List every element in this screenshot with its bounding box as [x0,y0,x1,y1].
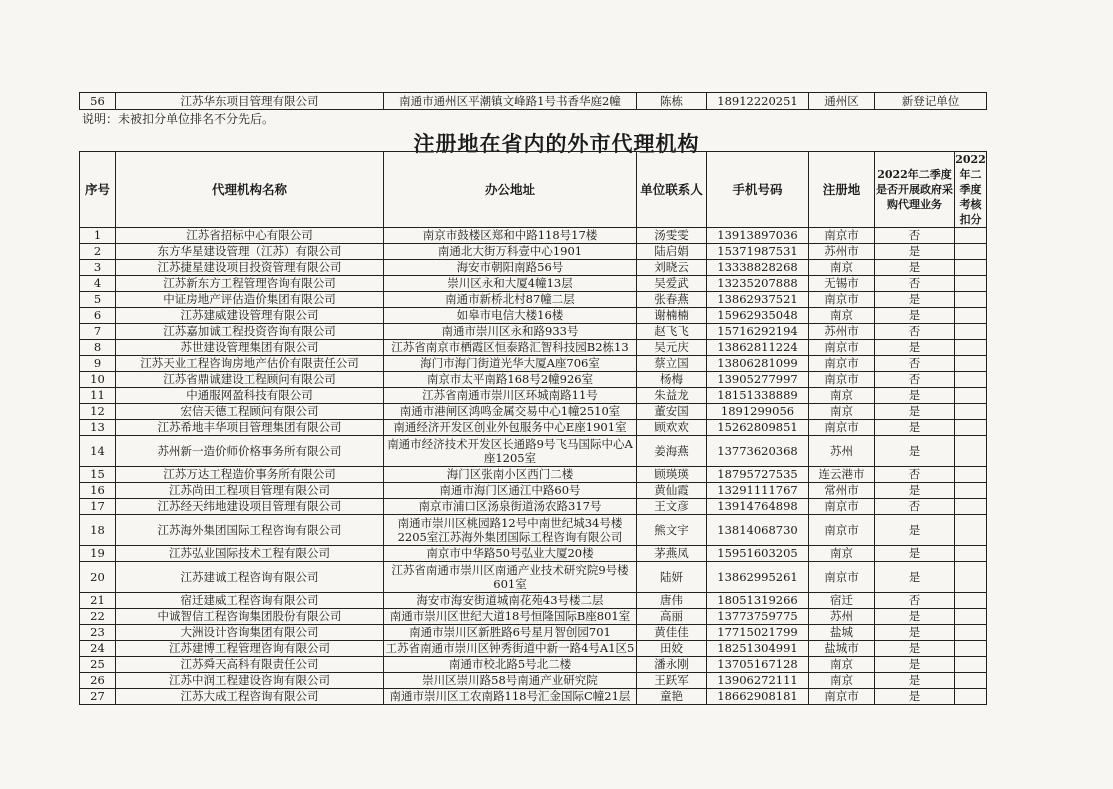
cell-region: 南京 [809,657,875,673]
cell-address: 海安市朝阳南路56号 [384,260,637,276]
table-row [80,276,987,292]
cell-no: 3 [80,260,116,276]
cell-no: 27 [80,689,116,705]
table-row [80,609,987,625]
agency-table [79,151,987,705]
cell-q2: 是 [875,546,955,562]
cell-contact: 陆妍 [637,562,707,593]
cell-contact: 张春燕 [637,292,707,308]
cell-score [955,292,987,308]
cell-name: 江苏新东方工程管理咨询有限公司 [116,276,384,292]
header-address: 办公地址 [384,152,637,228]
cell-address: 南通市港闸区鸿鸣金属交易中心1幢2510室 [384,404,637,420]
cell-phone: 13914764898 [707,499,809,515]
cell-score [955,340,987,356]
cell-q2: 是 [875,673,955,689]
cell-phone: 13905277997 [707,372,809,388]
cell-name: 东方华星建设管理（江苏）有限公司 [116,244,384,260]
cell-region: 南京市 [809,499,875,515]
cell-address: 南通市崇川区工农南路118号汇金国际C幢21层 [384,689,637,705]
cell-name: 江苏省鼎诚建设工程顾问有限公司 [116,372,384,388]
cell-phone: 13235207888 [707,276,809,292]
cell-no: 56 [80,93,116,110]
cell-no: 1 [80,228,116,244]
cell-phone: 18912220251 [707,93,809,110]
cell-q2: 是 [875,340,955,356]
cell-contact: 吴元庆 [637,340,707,356]
cell-no: 16 [80,483,116,499]
cell-q2: 是 [875,308,955,324]
cell-region: 南京市 [809,372,875,388]
cell-phone: 13906272111 [707,673,809,689]
cell-name: 大洲设计咨询集团有限公司 [116,625,384,641]
cell-score [955,515,987,546]
cell-region: 南京 [809,388,875,404]
cell-q2: 是 [875,515,955,546]
cell-address: 南京市中华路50号弘业大厦20楼 [384,546,637,562]
cell-region: 无锡市 [809,276,875,292]
cell-name: 江苏嘉加诚工程投资咨询有限公司 [116,324,384,340]
cell-score [955,372,987,388]
cell-address: 南通市崇川区桃园路12号中南世纪城34号楼2205室江苏海外集团国际工程咨询有限公司 [384,515,637,546]
cell-contact: 黄仙霞 [637,483,707,499]
cell-address: 海安市海安街道城南花苑43号楼二层 [384,593,637,609]
cell-q2: 是 [875,404,955,420]
cell-score [955,467,987,483]
cell-name: 江苏捷星建设项目投资管理有限公司 [116,260,384,276]
cell-region: 宿迁 [809,593,875,609]
cell-name: 苏世建设管理集团有限公司 [116,340,384,356]
header-phone: 手机号码 [707,152,809,228]
cell-no: 24 [80,641,116,657]
cell-q2: 否 [875,372,955,388]
cell-name: 江苏海外集团国际工程咨询有限公司 [116,515,384,546]
cell-phone: 13773620368 [707,436,809,467]
cell-q2: 是 [875,562,955,593]
cell-contact: 朱益龙 [637,388,707,404]
cell-score [955,625,987,641]
cell-region: 南京 [809,260,875,276]
cell-address: 海门区张南小区西门二楼 [384,467,637,483]
cell-q2: 是 [875,244,955,260]
cell-region: 南京市 [809,292,875,308]
cell-region: 南京 [809,308,875,324]
cell-q2: 是 [875,420,955,436]
cell-phone: 13291111767 [707,483,809,499]
cell-phone: 13705167128 [707,657,809,673]
table-row [80,625,987,641]
cell-address: 南通北大街万科壹中心1901 [384,244,637,260]
cell-contact: 熊文宇 [637,515,707,546]
cell-score [955,356,987,372]
table-row [80,340,987,356]
cell-address: 江苏省南京市栖霞区恒泰路汇智科技园B2栋13 [384,340,637,356]
table-row [80,244,987,260]
cell-q2: 否 [875,276,955,292]
cell-name: 江苏舜天高科有限责任公司 [116,657,384,673]
cell-contact: 茅燕凤 [637,546,707,562]
cell-no: 2 [80,244,116,260]
cell-name: 江苏尚田工程项目管理有限公司 [116,483,384,499]
header-region: 注册地 [809,152,875,228]
cell-contact: 汤雯雯 [637,228,707,244]
cell-address: 江苏省南通市崇川区南通产业技术研究院9号楼601室 [384,562,637,593]
page-title: 注册地在省内的外市代理机构 [413,131,700,156]
cell-q2: 是 [875,483,955,499]
cell-region: 苏州 [809,436,875,467]
cell-contact: 顾欢欢 [637,420,707,436]
cell-score [955,308,987,324]
cell-region: 南京市 [809,340,875,356]
cell-address: 南通市崇川区新胜路6号星月智创园701 [384,625,637,641]
cell-contact: 王文彦 [637,499,707,515]
table-row [80,546,987,562]
cell-score [955,641,987,657]
cell-score [955,546,987,562]
cell-no: 8 [80,340,116,356]
table-row [80,308,987,324]
table-row [80,420,987,436]
table-row [80,673,987,689]
cell-phone: 13913897036 [707,228,809,244]
cell-contact: 高丽 [637,609,707,625]
cell-phone: 18251304991 [707,641,809,657]
cell-no: 12 [80,404,116,420]
cell-q2: 是 [875,260,955,276]
cell-score [955,593,987,609]
cell-no: 17 [80,499,116,515]
cell-contact: 蔡立国 [637,356,707,372]
cell-phone: 13814068730 [707,515,809,546]
cell-score [955,420,987,436]
cell-no: 20 [80,562,116,593]
table-row [80,292,987,308]
cell-score [955,388,987,404]
cell-contact: 赵飞飞 [637,324,707,340]
cell-phone: 15962935048 [707,308,809,324]
cell-q2: 否 [875,324,955,340]
header-name: 代理机构名称 [116,152,384,228]
cell-region: 南京市 [809,420,875,436]
table-row [80,324,987,340]
cell-name: 江苏万达工程造价事务所有限公司 [116,467,384,483]
cell-contact: 董安国 [637,404,707,420]
cell-name: 江苏建博工程管理咨询有限公司 [116,641,384,657]
cell-q2: 是 [875,609,955,625]
cell-q2: 是 [875,625,955,641]
cell-phone: 13862995261 [707,562,809,593]
cell-name: 江苏大成工程咨询有限公司 [116,689,384,705]
cell-contact: 潘永刚 [637,657,707,673]
cell-name: 江苏天业工程咨询房地产估价有限责任公司 [116,356,384,372]
cell-phone: 15716292194 [707,324,809,340]
cell-q2: 否 [875,499,955,515]
cell-address: 南通市海门区通江中路60号 [384,483,637,499]
table-row [80,372,987,388]
cell-no: 13 [80,420,116,436]
cell-address: 崇川区崇川路58号南通产业研究院 [384,673,637,689]
cell-phone: 13338828268 [707,260,809,276]
cell-address: 工苏省南通市崇川区钟秀街道中新一路4号A1区5 [384,641,637,657]
cell-q2: 是 [875,292,955,308]
cell-no: 10 [80,372,116,388]
cell-phone: 18051319266 [707,593,809,609]
cell-q2: 是 [875,388,955,404]
cell-region: 连云港市 [809,467,875,483]
cell-region: 南京 [809,404,875,420]
cell-status: 新登记单位 [875,93,987,110]
cell-name: 宿迁建威工程咨询有限公司 [116,593,384,609]
cell-name: 江苏经天纬地建设项目管理有限公司 [116,499,384,515]
cell-address: 南通市新桥北村87幢二层 [384,292,637,308]
cell-q2: 否 [875,593,955,609]
cell-region: 苏州 [809,609,875,625]
cell-no: 25 [80,657,116,673]
cell-phone: 13806281099 [707,356,809,372]
cell-contact: 杨梅 [637,372,707,388]
cell-region: 南京 [809,673,875,689]
cell-contact: 唐伟 [637,593,707,609]
cell-q2: 否 [875,467,955,483]
cell-phone: 15371987531 [707,244,809,260]
table-row [80,499,987,515]
cell-q2: 否 [875,356,955,372]
cell-phone: 13773759775 [707,609,809,625]
cell-address: 南通市崇川区世纪大道18号恒隆国际B座801室 [384,609,637,625]
cell-region: 南京市 [809,689,875,705]
cell-address: 崇川区永和大厦4幢13层 [384,276,637,292]
cell-address: 南通市通州区平潮镇文峰路1号书香华庭2幢 [384,93,637,110]
cell-phone: 13862811224 [707,340,809,356]
cell-phone: 18662908181 [707,689,809,705]
cell-name: 宏信天德工程顾问有限公司 [116,404,384,420]
cell-address: 如皋市电信大楼16楼 [384,308,637,324]
cell-score [955,260,987,276]
cell-no: 6 [80,308,116,324]
cell-no: 11 [80,388,116,404]
cell-no: 21 [80,593,116,609]
cell-address: 南京市鼓楼区郑和中路118号17楼 [384,228,637,244]
cell-score [955,324,987,340]
cell-no: 7 [80,324,116,340]
table-row [80,483,987,499]
table-row [80,404,987,420]
cell-no: 15 [80,467,116,483]
cell-no: 9 [80,356,116,372]
cell-name: 江苏建诚工程咨询有限公司 [116,562,384,593]
cell-name: 江苏弘业国际技术工程有限公司 [116,546,384,562]
table-row [80,689,987,705]
cell-q2: 是 [875,689,955,705]
cell-phone: 18795727535 [707,467,809,483]
table-row [80,228,987,244]
cell-contact: 陈栋 [637,93,707,110]
cell-region: 南京 [809,546,875,562]
cell-no: 14 [80,436,116,467]
cell-address: 南通市崇川区永和路933号 [384,324,637,340]
previous-page-table [79,92,987,110]
cell-contact: 吴爱武 [637,276,707,292]
cell-name: 中证房地产评估造价集团有限公司 [116,292,384,308]
cell-phone: 17715021799 [707,625,809,641]
table-row [80,260,987,276]
cell-score [955,689,987,705]
cell-score [955,436,987,467]
cell-name: 苏州新一造价师价格事务所有限公司 [116,436,384,467]
cell-contact: 谢楠楠 [637,308,707,324]
cell-no: 19 [80,546,116,562]
cell-phone: 15951603205 [707,546,809,562]
cell-phone: 13862937521 [707,292,809,308]
cell-region: 苏州市 [809,324,875,340]
cell-contact: 顾瑛瑛 [637,467,707,483]
cell-region: 南京市 [809,356,875,372]
table-row [80,657,987,673]
cell-address: 南京市太平南路168号2幢926室 [384,372,637,388]
cell-region: 常州市 [809,483,875,499]
cell-contact: 姜海燕 [637,436,707,467]
table-row [80,436,987,467]
table-row [80,641,987,657]
cell-score [955,499,987,515]
cell-phone: 18151338889 [707,388,809,404]
cell-contact: 陆启娟 [637,244,707,260]
cell-no: 4 [80,276,116,292]
cell-region: 通州区 [809,93,875,110]
cell-no: 23 [80,625,116,641]
cell-region: 南京市 [809,515,875,546]
cell-score [955,609,987,625]
cell-phone: 1891299056 [707,404,809,420]
cell-address: 南通市经济技术开发区长通路9号飞马国际中心A座1205室 [384,436,637,467]
table-row [80,93,987,110]
header-no: 序号 [80,152,116,228]
cell-q2: 是 [875,657,955,673]
cell-no: 5 [80,292,116,308]
cell-region: 南京市 [809,562,875,593]
cell-address: 南通经济开发区创业外包服务中心E座1901室 [384,420,637,436]
cell-contact: 刘晓云 [637,260,707,276]
cell-address: 南通市校北路5号北二楼 [384,657,637,673]
cell-region: 苏州市 [809,244,875,260]
header-row [80,152,987,228]
cell-name: 中通服网盈科技有限公司 [116,388,384,404]
cell-name: 江苏希地丰华项目管理集团有限公司 [116,420,384,436]
cell-score [955,228,987,244]
cell-score [955,483,987,499]
cell-phone: 15262809851 [707,420,809,436]
cell-contact: 黄佳佳 [637,625,707,641]
cell-address: 南京市浦口区汤泉街道汤农路317号 [384,499,637,515]
note-text: 说明：未被扣分单位排名不分先后。 [82,112,275,126]
cell-no: 22 [80,609,116,625]
cell-contact: 田姣 [637,641,707,657]
cell-address: 江苏省南通市崇川区环城南路11号 [384,388,637,404]
cell-contact: 王跃军 [637,673,707,689]
cell-q2: 是 [875,641,955,657]
cell-score [955,404,987,420]
cell-region: 南京市 [809,228,875,244]
cell-score [955,276,987,292]
cell-region: 盐城 [809,625,875,641]
cell-q2: 否 [875,228,955,244]
cell-score [955,562,987,593]
cell-no: 26 [80,673,116,689]
cell-name: 江苏华东项目管理有限公司 [116,93,384,110]
table-row [80,467,987,483]
cell-address: 海门市海门街道光华大厦A座706室 [384,356,637,372]
cell-name: 江苏中润工程建设咨询有限公司 [116,673,384,689]
cell-name: 江苏省招标中心有限公司 [116,228,384,244]
cell-score [955,673,987,689]
header-contact: 单位联系人 [637,152,707,228]
header-q2: 2022年二季度是否开展政府采购代理业务 [875,152,955,228]
cell-q2: 是 [875,436,955,467]
table-row [80,388,987,404]
table-row [80,515,987,546]
cell-score [955,244,987,260]
cell-name: 中诚智信工程咨询集团股份有限公司 [116,609,384,625]
header-score: 2022年二季度考核扣分 [955,153,986,226]
cell-no: 18 [80,515,116,546]
table-row [80,356,987,372]
cell-name: 江苏建威建设管理有限公司 [116,308,384,324]
table-row [80,593,987,609]
table-row [80,562,987,593]
cell-contact: 童艳 [637,689,707,705]
cell-region: 盐城市 [809,641,875,657]
cell-score [955,657,987,673]
